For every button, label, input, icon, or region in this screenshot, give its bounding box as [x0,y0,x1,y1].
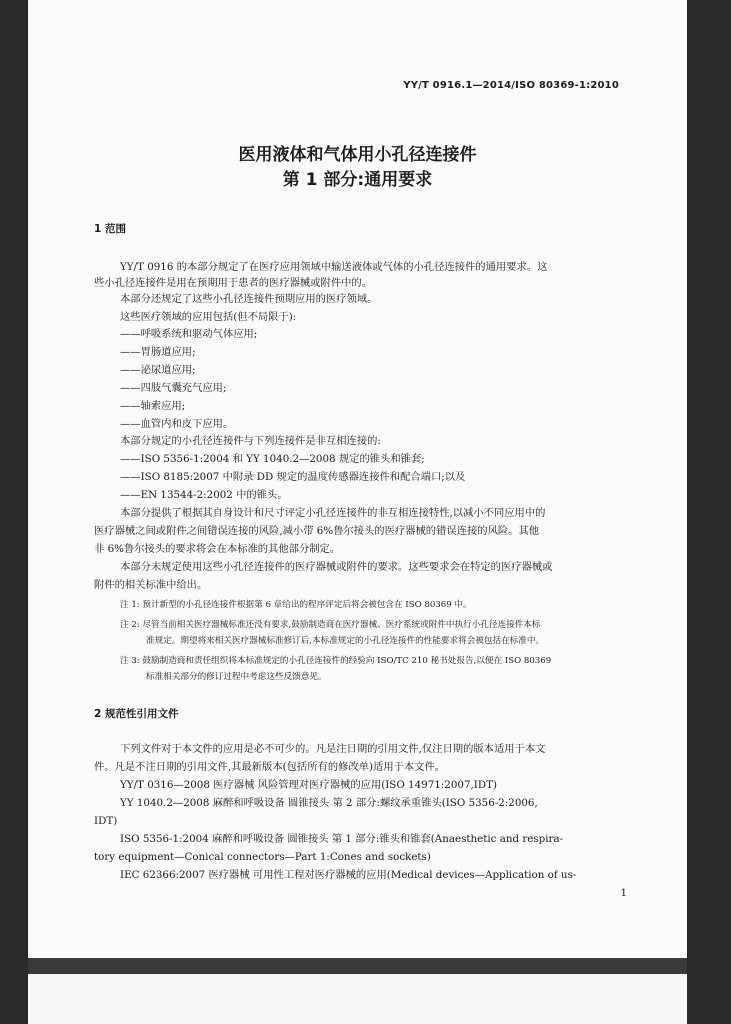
document-subtitle: 第 1 部分:通用要求 [282,170,433,190]
paragraph-line: 本部分规定的小孔径连接件与下列连接件是非互相连接的: [120,435,381,447]
paragraph-line: YY/T 0916 的本部分规定了在医疗应用领域中输送液体或气体的小孔径连接件的通用要求。这 [120,261,548,273]
standard-code: YY/T 0916.1—2014/ISO 80369-1:2010 [403,80,619,91]
section-1-heading: 1 范围 [94,223,126,235]
list-item: ——四肢气囊充气应用; [120,382,227,394]
note-line: 注 1: 预计新型的小孔径连接件根据第 6 章给出的程序评定后将会被包含在 ISO 80369 中。 [120,600,472,610]
list-item: ——轴索应用; [120,400,186,412]
viewer-left-margin [0,0,28,1024]
viewer-right-margin [687,0,731,1024]
paragraph-line: 医疗器械之间或附件之间错误连接的风险,减小带 6%鲁尔接头的医疗器械的错误连接的风险。其他 [94,525,540,537]
paragraph-line: 本部分未规定使用这些小孔径连接件的医疗器械或附件的要求。这些要求会在特定的医疗器械或 [120,561,553,573]
list-item: ——ISO 5356-1:2004 和 YY 1040.2—2008 规定的锥头和锥套; [120,453,425,465]
page-number: 1 [620,888,627,899]
list-item: ——血管内和皮下应用。 [120,418,234,430]
list-item: ——EN 13544-2:2002 中的锥头。 [120,489,288,501]
next-page[interactable] [28,974,687,1024]
note-line: 标准相关部分的修订过程中考虑这些反馈意见。 [146,672,327,682]
paragraph-line: 非 6%鲁尔接头的要求将会在本标准的其他部分制定。 [94,543,341,555]
document-page[interactable] [28,0,687,958]
paragraph-line: 本部分还规定了这些小孔径连接件预期应用的医疗领域。 [120,293,378,305]
list-item: ——胃肠道应用; [120,346,196,358]
paragraph-line: 件。凡是不注日期的引用文件,其最新版本(包括所有的修改单)适用于本文件。 [94,761,446,773]
note-line: 准规定。期望将来相关医疗器械标准修订后,本标准规定的小孔径连接件的性能要求将会被包括在标准中。 [146,636,545,646]
reference-line: YY/T 0316—2008 医疗器械 风险管理对医疗器械的应用(ISO 14971:2007,IDT) [120,779,497,791]
reference-line: ISO 5356-1:2004 麻醉和呼吸设备 圆锥接头 第 1 部分:锥头和锥套(Anaesthetic and respira- [120,833,564,845]
reference-line: IEC 62366:2007 医疗器械 可用性工程对医疗器械的应用(Medical devices—Application of us- [120,869,577,881]
list-item: ——泌尿道应用; [120,364,196,376]
reference-line: YY 1040.2—2008 麻醉和呼吸设备 圆锥接头 第 2 部分:螺纹承重锥头(ISO 5356-2:2006, [120,797,538,809]
reference-line: tory equipment—Conical connectors—Part 1:Cones and sockets) [94,851,431,863]
document-title: 医用液体和气体用小孔径连接件 [238,145,477,165]
note-line: 注 3: 鼓励制造商和责任组织将本标准规定的小孔径连接件的经验向 ISO/TC 210 秘书处报告,以便在 ISO 80369 [120,656,552,666]
paragraph-line: 这些医疗领域的应用包括(但不局限于): [120,311,297,323]
paragraph-line: 些小孔径连接件是用在预期用于患者的医疗器械或附件中的。 [94,277,373,289]
list-item: ——ISO 8185:2007 中附录 DD 规定的温度传感器连接件和配合端口;以及 [120,471,466,483]
paragraph-line: 下列文件对于本文件的应用是必不可少的。凡是注日期的引用文件,仅注日期的版本适用于本文 [120,743,546,755]
section-2-heading: 2 规范性引用文件 [94,708,179,720]
note-line: 注 2: 尽管当前相关医疗器械标准还没有要求,鼓励制造商在医疗器械、医疗系统或附件中执行小孔径连接件本标 [120,620,541,630]
paragraph-line: 附件的相关标准中给出。 [94,579,208,591]
paragraph-line: 本部分提供了根据其自身设计和尺寸评定小孔径连接件的非互相连接特性,以减小不同应用中的 [120,507,546,519]
reference-line: IDT) [94,815,118,827]
page-gap [28,958,687,974]
list-item: ——呼吸系统和驱动气体应用; [120,328,258,340]
